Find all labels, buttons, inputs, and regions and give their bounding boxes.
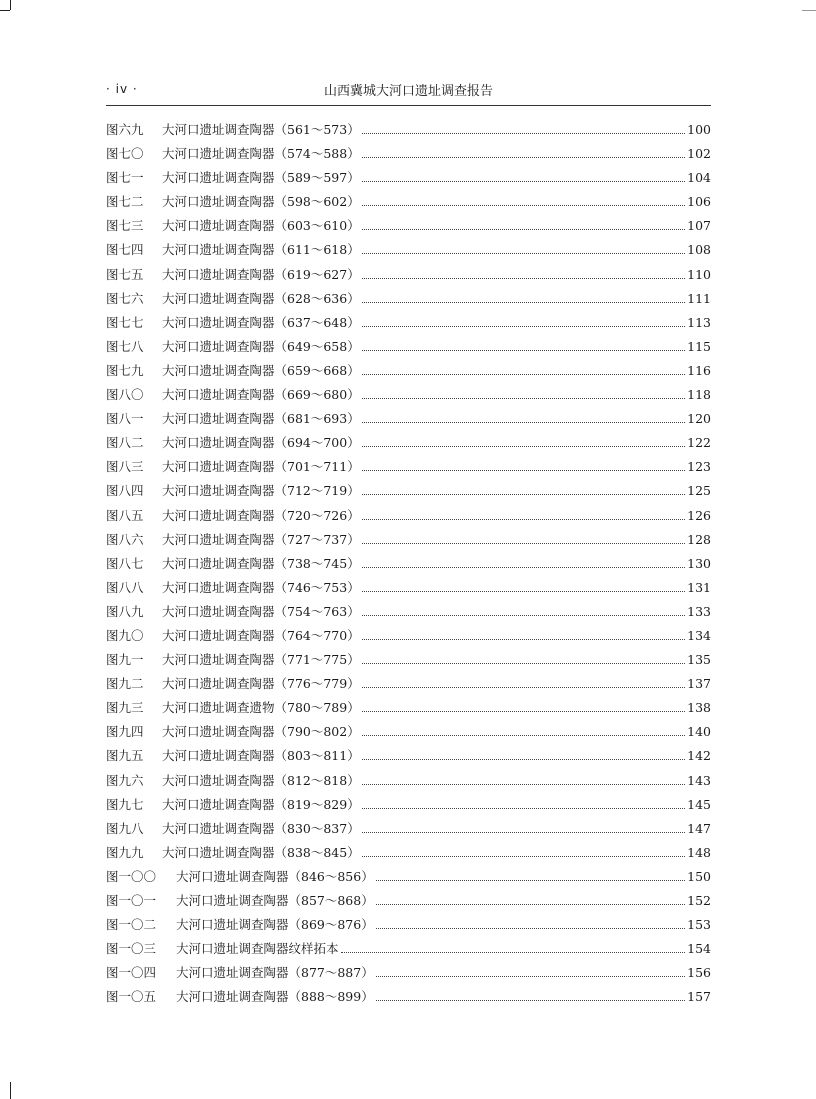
dot-leader [362,758,685,760]
figure-title: 大河口遗址调查陶器（628～636） [162,290,360,306]
toc-entry[interactable] [106,120,711,144]
figure-number: 图九九 [106,844,144,860]
figure-number: 图八五 [106,507,144,523]
dot-leader [362,542,685,544]
figure-number: 图七九 [106,362,144,378]
figure-number: 图八四 [106,483,144,499]
dot-leader [362,734,685,736]
dot-leader [362,373,685,375]
figure-title: 大河口遗址调查遗物（780～789） [162,700,360,716]
page-reference: 148 [687,844,711,860]
page-reference: 108 [687,242,711,258]
figure-number: 图九六 [106,772,144,788]
dot-leader [362,686,685,688]
page-reference: 125 [687,483,711,499]
dot-leader [362,469,685,471]
dot-leader [362,421,685,423]
figure-number: 图八九 [106,603,144,619]
figure-number: 图九七 [106,796,144,812]
page-number: · iv · [106,82,138,96]
figure-number: 图九一 [106,652,144,668]
crop-mark-top-right-h [802,10,816,11]
toc-entry[interactable] [106,192,711,216]
page-reference: 156 [687,965,711,981]
figure-title: 大河口遗址调查陶器（803～811） [162,748,360,764]
page-reference: 133 [687,603,711,619]
dot-leader [362,397,685,399]
figure-title: 大河口遗址调查陶器（846～856） [176,868,374,884]
figure-list [106,120,711,1011]
toc-entry[interactable] [106,313,711,337]
crop-mark-bottom-left-v [10,1082,11,1099]
figure-title: 大河口遗址调查陶器（746～753） [162,579,360,595]
figure-title: 大河口遗址调查陶器（830～837） [162,820,360,836]
page-reference: 152 [687,893,711,908]
page-reference: 116 [687,362,711,378]
figure-title: 大河口遗址调查陶器（598～602） [162,194,360,210]
dot-leader [362,783,685,785]
toc-entry[interactable] [106,554,711,578]
figure-number: 图八六 [106,531,144,547]
figure-number: 图七六 [106,290,144,306]
figure-title: 大河口遗址调查陶器（619～627） [162,266,360,282]
dot-leader [362,132,685,134]
dot-leader [376,927,685,929]
figure-title: 大河口遗址调查陶器纹样拓本 [176,941,339,957]
figure-title: 大河口遗址调查陶器（574～588） [162,146,360,162]
toc-entry[interactable] [106,819,711,843]
dot-leader [362,493,685,495]
figure-title: 大河口遗址调查陶器（589～597） [162,170,360,186]
figure-title: 大河口遗址调查陶器（637～648） [162,314,360,330]
page-reference: 130 [687,555,711,571]
figure-number: 图八七 [106,555,144,571]
running-title: 山西冀城大河口遗址调查报告 [323,84,493,99]
toc-entry[interactable] [106,987,711,1011]
page-reference: 123 [687,459,711,475]
figure-title: 大河口遗址调查陶器（681～693） [162,411,360,427]
dot-leader [362,204,685,206]
toc-entry[interactable] [106,337,711,361]
toc-entry[interactable] [106,650,711,674]
toc-entry[interactable] [106,385,711,409]
toc-entry[interactable] [106,795,711,819]
figure-title: 大河口遗址调查陶器（561～573） [162,122,360,137]
figure-number: 图七一 [106,170,144,186]
figure-title: 大河口遗址调查陶器（701～711） [162,459,360,475]
figure-number: 图七八 [106,338,144,354]
figure-number: 图七二 [106,194,144,210]
dot-leader [362,662,685,664]
page-reference: 131 [687,579,711,595]
toc-entry[interactable] [106,891,711,915]
dot-leader [362,445,685,447]
page-reference: 153 [687,917,711,933]
toc-entry[interactable] [106,409,711,433]
figure-number: 图九五 [106,748,144,764]
toc-entry[interactable] [106,843,711,867]
figure-title: 大河口遗址调查陶器（764～770） [162,627,360,643]
dot-leader [362,831,685,833]
toc-entry[interactable] [106,771,711,795]
toc-entry[interactable] [106,216,711,240]
figure-number: 图九四 [106,724,144,740]
figure-number: 图七〇 [106,146,144,162]
page-reference: 102 [687,146,711,162]
figure-number: 图八三 [106,459,144,475]
page-reference: 140 [687,724,711,740]
figure-title: 大河口遗址调查陶器（754～763） [162,603,360,619]
page-reference: 142 [687,748,711,764]
dot-leader [362,614,685,616]
toc-entry[interactable] [106,674,711,698]
toc-entry[interactable] [106,626,711,650]
page-reference: 128 [687,531,711,547]
dot-leader [362,566,685,568]
toc-entry[interactable] [106,433,711,457]
crop-mark-top-left-h [0,10,10,11]
figure-title: 大河口遗址调查陶器（659～668） [162,362,360,378]
figure-number: 图八一 [106,411,144,427]
page-reference: 118 [687,387,711,403]
figure-title: 大河口遗址调查陶器（838～845） [162,844,360,860]
figure-number: 图七七 [106,314,144,330]
figure-number: 图一〇一 [106,893,157,908]
dot-leader [362,228,685,230]
dot-leader [341,951,686,953]
dot-leader [362,518,685,520]
dot-leader [362,252,685,254]
figure-number: 图一〇二 [106,917,157,933]
figure-title: 大河口遗址调查陶器（727～737） [162,531,360,547]
page-reference: 143 [687,772,711,788]
page-reference: 147 [687,820,711,836]
dot-leader [362,710,685,712]
figure-number: 图八二 [106,435,144,451]
page-reference: 106 [687,194,711,210]
page-reference: 110 [687,266,711,282]
figure-title: 大河口遗址调查陶器（877～887） [176,965,374,981]
figure-number: 图八八 [106,579,144,595]
figure-number: 图一〇五 [106,989,157,1005]
page-reference: 134 [687,627,711,643]
figure-number: 图七五 [106,266,144,282]
toc-entry[interactable] [106,481,711,505]
dot-leader [362,855,685,857]
toc-entry[interactable] [106,361,711,385]
dot-leader [362,807,685,809]
figure-title: 大河口遗址调查陶器（611～618） [162,242,360,258]
toc-entry[interactable] [106,602,711,626]
toc-entry[interactable] [106,746,711,770]
dot-leader [362,590,685,592]
toc-entry[interactable] [106,530,711,554]
toc-entry[interactable] [106,722,711,746]
page-reference: 145 [687,796,711,812]
figure-number: 图一〇〇 [106,868,157,884]
page-reference: 126 [687,507,711,523]
figure-number: 图九八 [106,820,144,836]
dot-leader [376,903,685,905]
page-reference: 113 [687,314,711,330]
figure-title: 大河口遗址调查陶器（712～719） [162,483,360,499]
page-reference: 135 [687,652,711,668]
figure-number: 图八〇 [106,387,144,403]
figure-title: 大河口遗址调查陶器（603～610） [162,218,360,234]
crop-mark-top-left-v [10,0,11,10]
running-header [106,80,711,106]
toc-entry[interactable] [106,265,711,289]
figure-title: 大河口遗址调查陶器（720～726） [162,507,360,523]
toc-entry[interactable] [106,915,711,939]
toc-entry[interactable] [106,144,711,168]
figure-number: 图六九 [106,122,144,137]
page-reference: 154 [687,941,711,957]
dot-leader [376,999,685,1001]
figure-title: 大河口遗址调查陶器（694～700） [162,435,360,451]
figure-title: 大河口遗址调查陶器（790～802） [162,724,360,740]
toc-entry[interactable] [106,240,711,264]
figure-title: 大河口遗址调查陶器（649～658） [162,338,360,354]
page-reference: 138 [687,700,711,716]
toc-entry[interactable] [106,168,711,192]
figure-title: 大河口遗址调查陶器（669～680） [162,387,360,403]
figure-number: 图一〇四 [106,965,157,981]
dot-leader [362,277,685,279]
dot-leader [362,638,685,640]
page-reference: 120 [687,411,711,427]
toc-entry[interactable] [106,578,711,602]
toc-entry[interactable] [106,698,711,722]
figure-title: 大河口遗址调查陶器（819～829） [162,796,360,812]
page-reference: 122 [687,435,711,451]
toc-entry[interactable] [106,963,711,987]
figure-number: 图九〇 [106,627,144,643]
dot-leader [376,879,685,881]
figure-number: 图七三 [106,218,144,234]
page-reference: 137 [687,676,711,692]
page-reference: 157 [687,989,711,1005]
dot-leader [362,325,685,327]
dot-leader [362,180,685,182]
toc-entry[interactable] [106,939,711,963]
toc-entry[interactable] [106,506,711,530]
figure-number: 图七四 [106,242,144,258]
figure-title: 大河口遗址调查陶器（738～745） [162,555,360,571]
page-reference: 115 [687,338,711,354]
toc-entry[interactable] [106,457,711,481]
page-reference: 100 [687,122,711,137]
dot-leader [362,349,685,351]
page-reference: 107 [687,218,711,234]
figure-title: 大河口遗址调查陶器（888～899） [176,989,374,1005]
figure-title: 大河口遗址调查陶器（857～868） [176,893,374,908]
figure-number: 图九三 [106,700,144,716]
toc-entry[interactable] [106,289,711,313]
page-reference: 111 [687,290,711,306]
dot-leader [362,156,685,158]
dot-leader [376,975,685,977]
figure-title: 大河口遗址调查陶器（776～779） [162,676,360,692]
header-rule [106,105,711,106]
page-reference: 104 [687,170,711,186]
dot-leader [362,301,685,303]
figure-title: 大河口遗址调查陶器（771～775） [162,652,360,668]
figure-title: 大河口遗址调查陶器（869～876） [176,917,374,933]
page-reference: 150 [687,868,711,884]
figure-title: 大河口遗址调查陶器（812～818） [162,772,360,788]
figure-number: 图一〇三 [106,941,157,957]
figure-number: 图九二 [106,676,144,692]
toc-entry[interactable] [106,867,711,891]
